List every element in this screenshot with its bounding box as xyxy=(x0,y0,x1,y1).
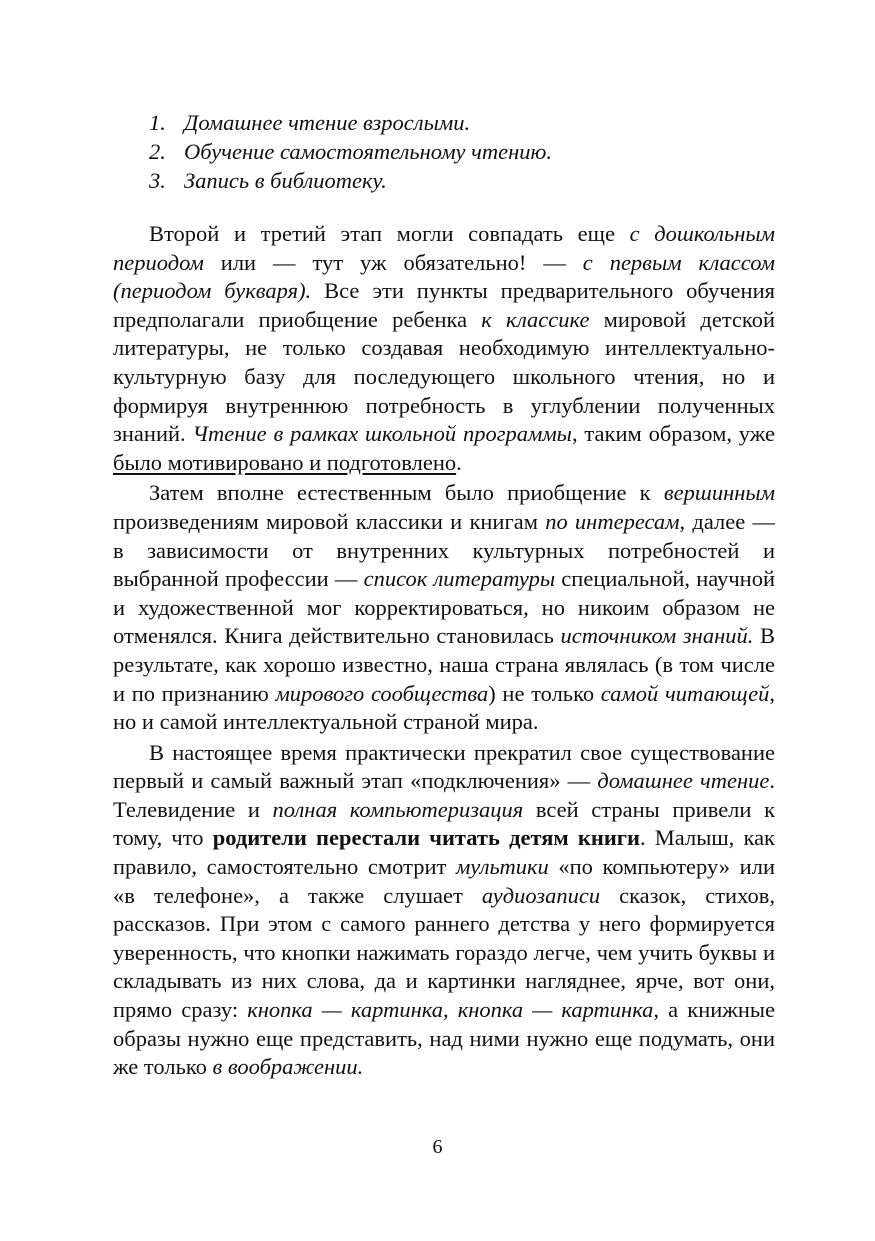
text-run: ) не только xyxy=(488,680,601,706)
text-run: , но и самой интеллектуальной страной мира. xyxy=(113,680,775,735)
italic-run: в воображении. xyxy=(212,1054,364,1080)
italic-run: с дошкольным периодом xyxy=(113,221,775,275)
text-run: , далее — в зависимости от внутренних культурных потребностей и выбранной профессии — xyxy=(113,508,776,592)
text-run: или — тут уж обязательно! — xyxy=(203,249,583,275)
list-item-number: 1. xyxy=(149,110,166,135)
text-run: «по компьютеру» или «в телефоне», а также слушает xyxy=(113,854,775,908)
italic-run: по интересам xyxy=(545,508,680,534)
list-item xyxy=(149,137,775,166)
italic-run: Чтение в рамках школьной программы xyxy=(192,421,572,447)
italic-run: домашнее чтение xyxy=(597,768,770,794)
underlined-run: было мотивировано и подготовлено xyxy=(113,449,457,475)
list-item-text: Запись в библиотеку. xyxy=(184,168,387,193)
paragraph-3 xyxy=(113,739,775,1082)
text-run: специальной, научной и художественной мог корректироваться, но никоим образом не отменялся. Книга действительно становилась xyxy=(113,566,775,649)
text-run: , а книжные образы нужно еще представить, над ними нужно еще подумать, они же только xyxy=(113,997,775,1080)
text-run: В результате, как хорошо известно, наша страна являлась (в том числе и по признанию xyxy=(113,623,776,706)
page-number: 6 xyxy=(432,1136,443,1158)
italic-run: мирового сообщества xyxy=(275,680,489,706)
list-item-number: 3. xyxy=(149,168,166,193)
text-run: всей страны привели к тому, что xyxy=(113,796,776,851)
paragraph-1 xyxy=(113,220,775,477)
text-run: сказок, стихов, рассказов. При этом с самого раннего детства у него формируется уверенность, что кнопки нажимать гораздо легче, чем учить буквы и складывать из них слова, да и картинки нагляднее, ярче, вот они, прямо сразу: xyxy=(113,882,775,1023)
italic-run: источником знаний. xyxy=(560,623,754,649)
italic-run: вершинным xyxy=(663,480,775,506)
italic-run: мультики xyxy=(455,854,549,880)
italic-run: с первым классом (периодом букваря). xyxy=(113,249,775,304)
text-run: В настоящее время практически прекратил свое существование первый и самый важный этап «подключения» — xyxy=(113,739,775,794)
italic-run: к классике xyxy=(481,306,590,332)
stages-list xyxy=(113,108,775,195)
text-run: произведениям мировой классики и книгам xyxy=(113,508,546,534)
text-run: Второй и третий этап могли совпадать еще xyxy=(149,221,630,246)
text-run: . xyxy=(456,449,462,475)
page-body xyxy=(113,108,775,1082)
list-item-text: Домашнее чтение взрослыми. xyxy=(184,110,471,135)
text-run: , таким образом, уже xyxy=(571,421,775,447)
list-item xyxy=(149,108,775,137)
text-run: . Малыш, как правило, самостоятельно смотрит xyxy=(113,825,775,880)
list-item-number: 2. xyxy=(149,139,166,164)
text-run: . Телевидение и xyxy=(113,768,775,822)
text-run: мировой детской литературы, не только создавая необходимую интеллектуально-культурную базу для последующего школьного чтения, но и формируя внутреннюю потребность в углублении полученных знаний. xyxy=(113,306,775,447)
list-item-text: Обучение самостоятельному чтению. xyxy=(184,139,553,164)
italic-run: кнопка — картинка, кнопка — картинка xyxy=(247,997,654,1023)
text-run: Затем вполне естественным было приобщение к xyxy=(149,480,664,506)
italic-run: список литературы xyxy=(363,566,556,592)
text-run: Все эти пункты предварительного обучения предполагали приобщение ребенка xyxy=(113,278,775,332)
italic-run: аудиозаписи xyxy=(481,882,601,908)
paragraph-2 xyxy=(113,479,775,736)
italic-run: полная компьютеризация xyxy=(272,796,524,822)
bold-run: родители перестали читать детям книги xyxy=(212,825,640,851)
list-item xyxy=(149,166,775,195)
italic-run: самой читающей xyxy=(600,680,770,706)
